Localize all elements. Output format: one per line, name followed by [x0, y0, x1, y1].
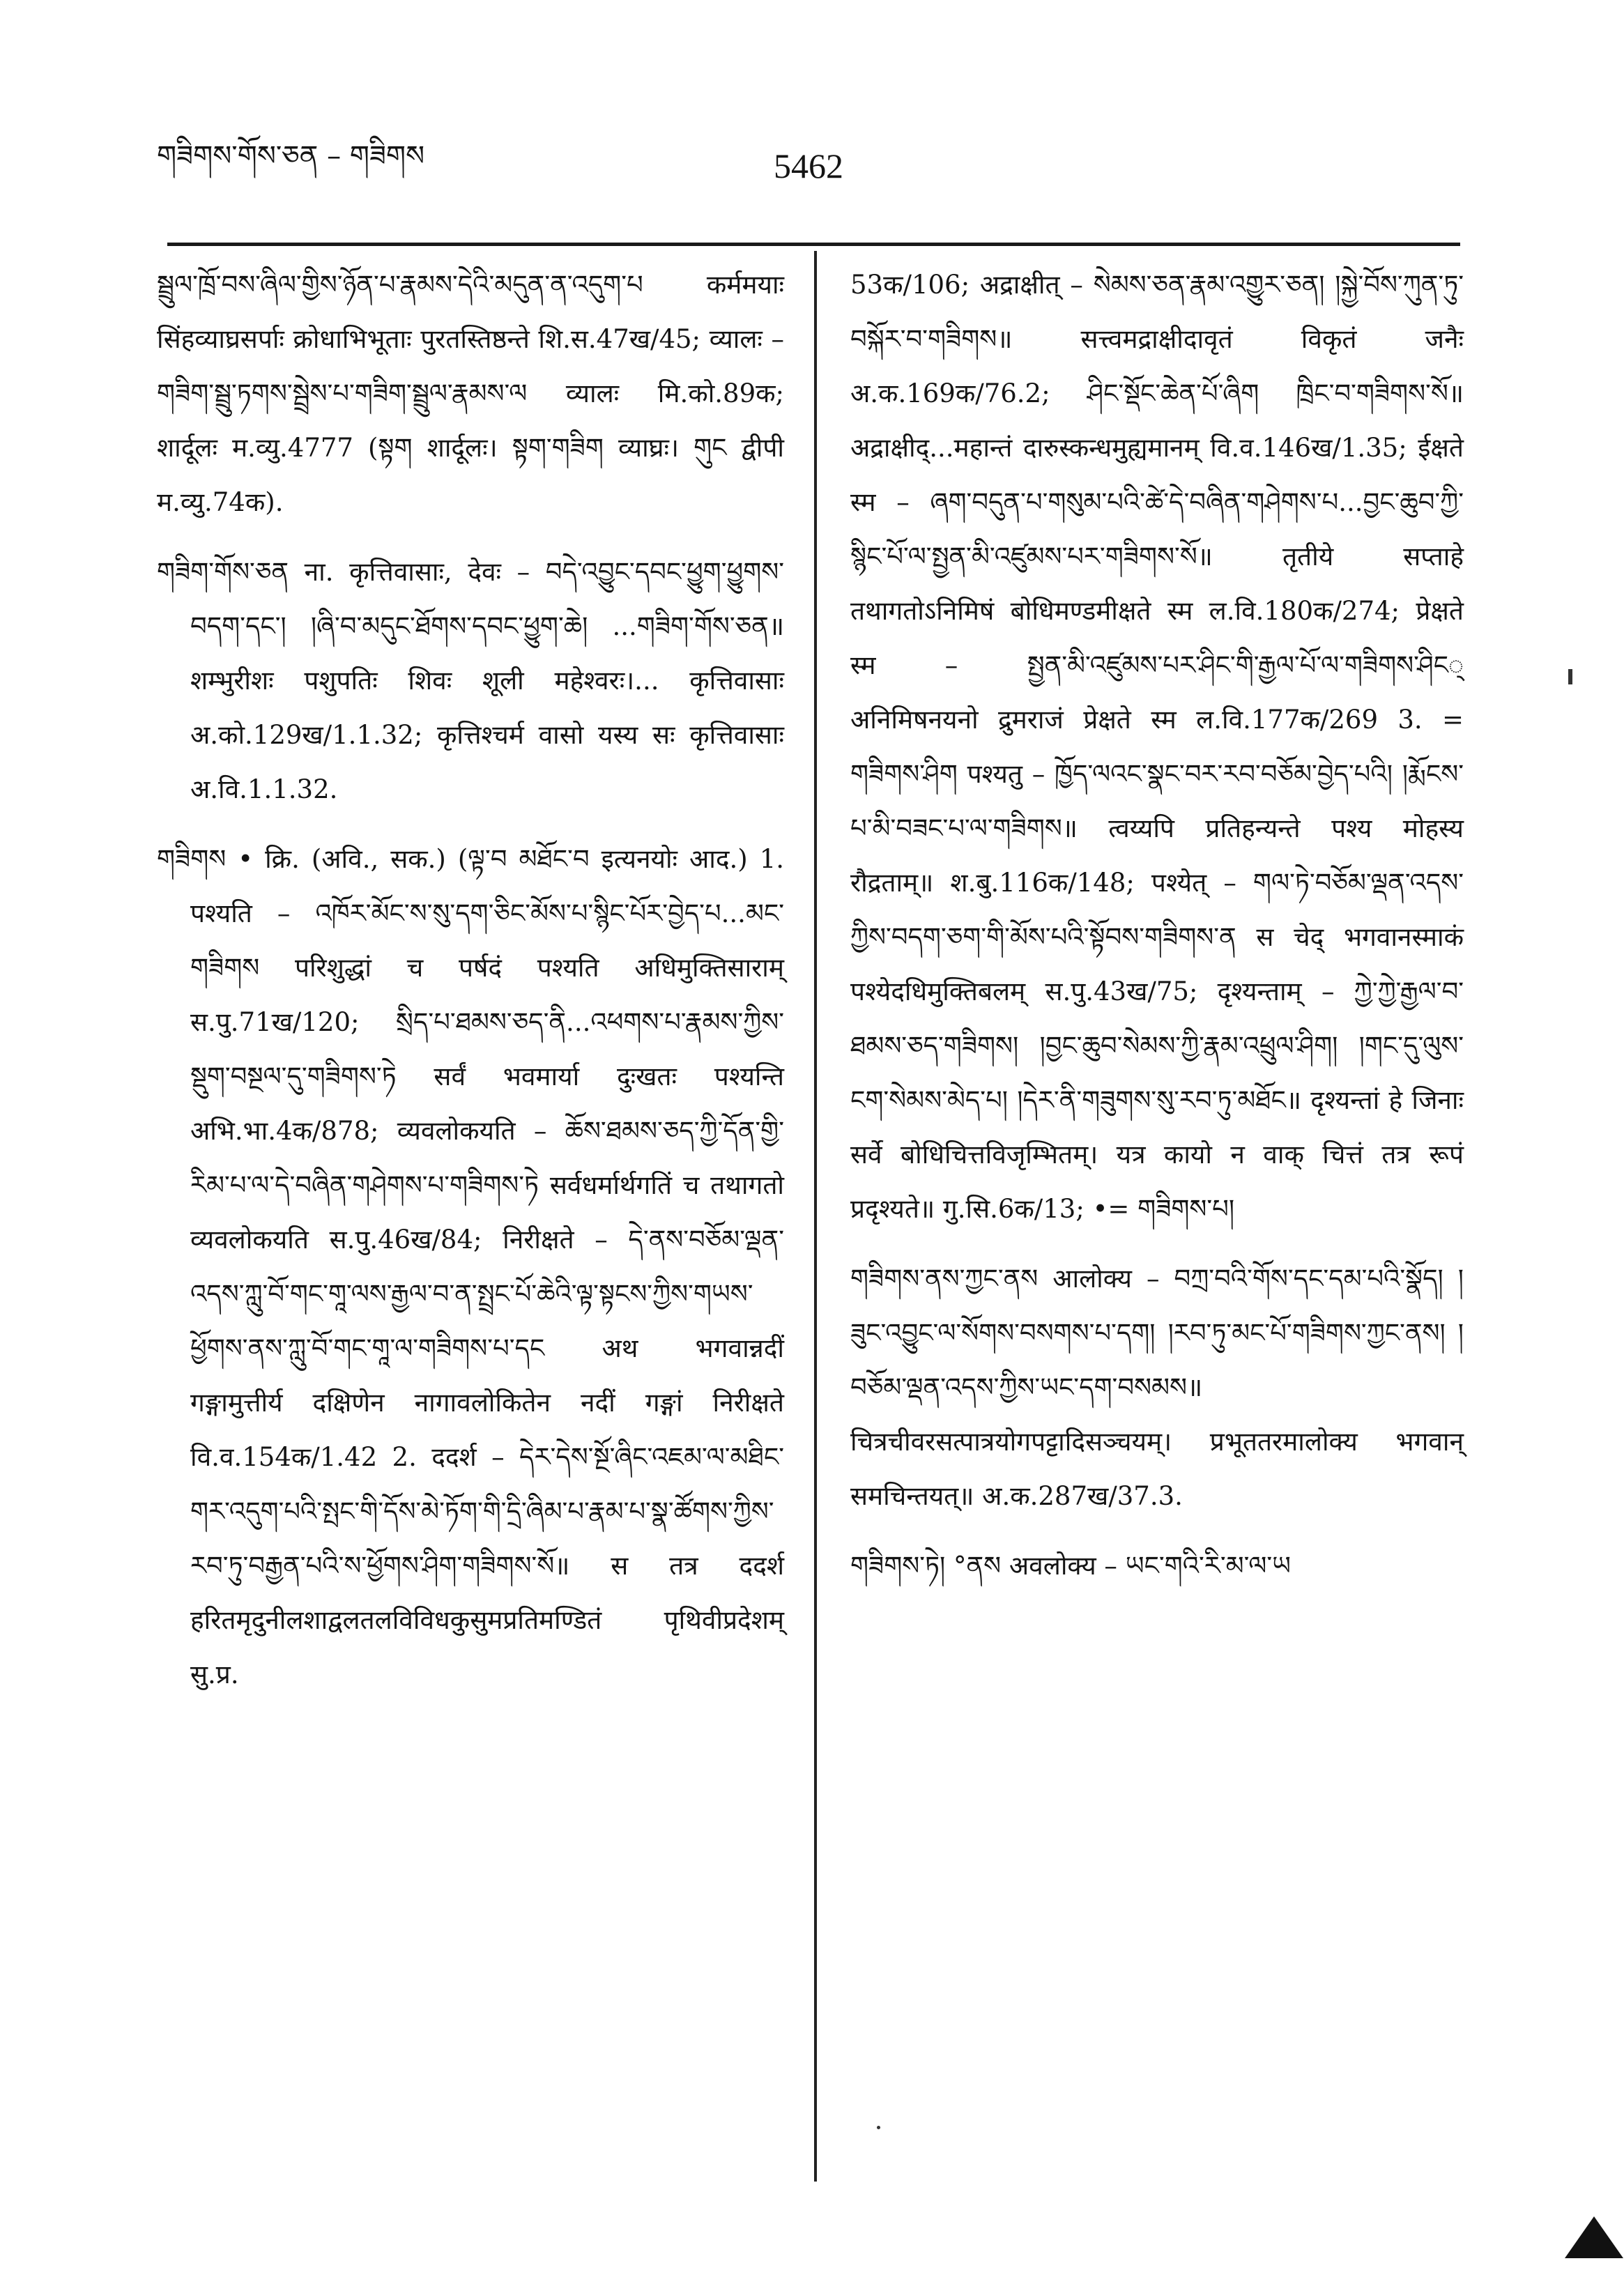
page-number: 5462 — [774, 146, 843, 185]
column-divider — [814, 251, 817, 2182]
entry-continuation: 53क/106; अद्राक्षीत् – སེམས་ཅན་རྣམ་འགྱུར་ཅན། །སྐྱེ་བོས་ཀུན་ཏུ་བསྐོར་བ་གཟིགས॥ सत्त्वमद्राक्षीदावृतं विकृतं जनैः अ.क.169क/76.2; ཤིང་སྡོང་ཆེན་པོ་ཞིག ཁྲིང་བ་གཟིགས་སོ॥ अद्राक्षीद्...महान्तं दारुस्कन्धमुह्यमानम् वि.व.146ख/1.35; ईक्षते स्म – ཞག་བདུན་པ་གསུམ་པའི་ཚེ་དེ་བཞིན་གཤེགས་པ...བྱང་ཆུབ་ཀྱི་སྙིང་པོ་ལ་སྤྱན་མི་འཛུམས་པར་གཟིགས་སོ॥ तृतीये सप्ताहे तथागतोऽनिमिषं बोधिमण्डमीक्षते स्म ल.वि.180क/274; प्रेक्षते स्म – སྤྱན་མི་འཛུམས་པར་ཤིང་གི་རྒྱལ་པོ་ལ་གཟིགས་ཤིང् अनिमिषनयनो द्रुमराजं प्रेक्षते स्म ल.वि.177क/269 3. = གཟིགས་ཤིག पश्यतु – ཁྱོད་ལའང་སྣང་བར་རབ་བཅོམ་བྱེད་པའི། །རྨོངས་པ་མི་བཟང་པ་ལ་གཟིགས॥ त्वय्यपि प्रतिहन्यन्ते पश्य मोहस्य रौद्रताम्॥ श.बु.116क/148; पश्येत् – གལ་ཏེ་བཅོམ་ལྡན་འདས་ཀྱིས་བདག་ཅག་གི་མོས་པའི་སྟོབས་གཟིགས་ན स चेद् भगवानस्माकं पश्येदधिमुक्तिबलम् स.पु.43ख/75; दृश्यन्ताम् – ཀྱེ་ཀྱེ་རྒྱལ་བ་ཐམས་ཅད་གཟིགས། །བྱང་ཆུབ་སེམས་ཀྱི་རྣམ་འཕྲུལ་ཤིག། །གང་དུ་ལུས་ངག་སེམས་མེད་པ། །དེར་ནི་གཟུགས་སུ་རབ་ཏུ་མཐོང॥ दृश्यन्तां हे जिनाः सर्वे बोधिचित्तविजृम्भितम्। यत्र कायो न वाक् चित्तं तत्र रूपं प्रदृश्यते॥ गु.सि.6क/13; •= གཟིགས་པ། — [850, 270, 1464, 1224]
dictionary-entry: གཟིག་གོས་ཅན ना. कृत्तिवासाः, देवः – བདེ་འབྱུང་དབང་ཕྱུག་ཕྱུགས་བདག་དང་། །ཞི་བ་མདུང་ཐོགས་དབང་ཕྱུག་ཆེ། ...གཟིག་གོས་ཅན॥ शम्भुरीशः पशुपतिः शिवः शूली महेश्वरः।... कृत्तिवासाः अ.को.129ख/1.1.32; कृत्तिश्चर्म वासो यस्य सः कृत्तिवासाः अ.वि.1.1.32. — [157, 557, 784, 804]
dictionary-entry: གཟིགས་ནས་ཀྱང་ནས आलोक्य – བཀྲ་བའི་གོས་དང་དམ་པའི་སྣོད། །ཟུང་འབྱུང་ལ་སོགས་བསགས་པ་དག། །རབ་ཏུ་མང་པོ་གཟིགས་ཀྱང་ནས། །བཅོམ་ལྡན་འདས་ཀྱིས་ཡང་དག་བསམས॥ चित्रचीवरसत्पात्रयोगपट्टादिसञ्चयम्। प्रभूततरमालोक्य भगवान् समचिन्तयत्॥ अ.क.287ख/37.3. — [850, 1264, 1464, 1511]
header-rule — [167, 243, 1460, 246]
dictionary-entry: གཟིགས་ཏེ། °ནས अवलोक्य – ཡང་གའི་རི་མ་ལ་ཡ — [850, 1551, 1291, 1581]
dictionary-entry: གཟིགས • क्रि. (अवि., सक.) (ལྟ་བ མཐོང་བ इत्यनयोः आद.) 1. पश्यति – འཁོར་མོང་ས་སུ་དག་ཅིང་མོས་པ་སྙིང་པོར་བྱེད་པ...མང་གཟིགས परिशुद्धां च पर्षदं पश्यति अधिमुक्तिसाराम् स.पु.71ख/120; སྲིད་པ་ཐམས་ཅད་ནི...འཕགས་པ་རྣམས་ཀྱིས་སྡུག་བསྔལ་དུ་གཟིགས་ཏེ सर्वं भवमार्या दुःखतः पश्यन्ति अभि.भा.4क/878; व्यवलोकयति – ཆོས་ཐམས་ཅད་ཀྱི་དོན་གྱི་རིམ་པ་ལ་དེ་བཞིན་གཤེགས་པ་གཟིགས་ཏེ सर्वधर्मार्थगतिं च तथागतो व्यवलोकयति स.पु.46ख/84; निरीक्षते – དེ་ནས་བཅོམ་ལྡན་འདས་ཀླུ་བོ་གང་གཱ་ལས་རྒྱལ་བ་ན་སྤྲང་པོ་ཆེའི་ལྟ་སྟངས་ཀྱིས་གཡས་ཕྱོགས་ནས་ཀླུ་བོ་གང་གཱ་ལ་གཟིགས་པ་དང अथ भगवान्नदीं गङ्गामुत्तीर्य दक्षिणेन नागावलोकितेन नदीं गङ्गां निरीक्षते वि.व.154क/1.42 2. ददर्श – དེར་དེས་སྔོ་ཞིང་འཇམ་ལ་མཐིང་གར་འདུག་པའི་སྤང་གི་དོས་མེ་ཏོག་གི་དྲི་ཞིམ་པ་རྣམ་པ་སྣ་ཚོགས་ཀྱིས་རབ་ཏུ་བརྒྱན་པའི་ས་ཕྱོགས་ཤིག་གཟིགས་སོ॥ स तत्र ददर्श हरितमृदुनीलशाद्वलतलविविधकुसुमप्रतिमण्डितं पृथिवीप्रदेशम् सु.प्र. — [157, 844, 784, 1689]
scan-dot — [877, 2126, 880, 2129]
running-head: གཟིགས་གོས་ཅན – གཟིགས — [157, 140, 425, 172]
entry-continuation: སྦྲུལ་ཁྲོ་བས་ཞིལ་གྱིས་ཉོན་པ་རྣམས་དེའི་མདུན་ན་འདུག་པ कर्ममयाः सिंहव्याघ्रसर्पाः क्रोधाभिभूताः पुरतस्तिष्ठन्ते शि.स.47ख/45; व्यालः – གཟིག་སྦྲུ་ཏགས་སྦྲེས་པ་གཟིག་སྦྲུལ་རྣམས་ལ व्यालः मि.को.89क; शार्दूलः म.व्यु.4777 (སྟག शार्दूलः। སྟག་གཟིག व्याघ्रः। གུང द्वीपी म.व्यु.74क). — [157, 270, 784, 517]
scan-mark — [1568, 669, 1572, 684]
right-column — [850, 258, 1464, 1609]
left-column — [157, 258, 784, 1717]
scan-artifact — [1565, 2216, 1623, 2258]
